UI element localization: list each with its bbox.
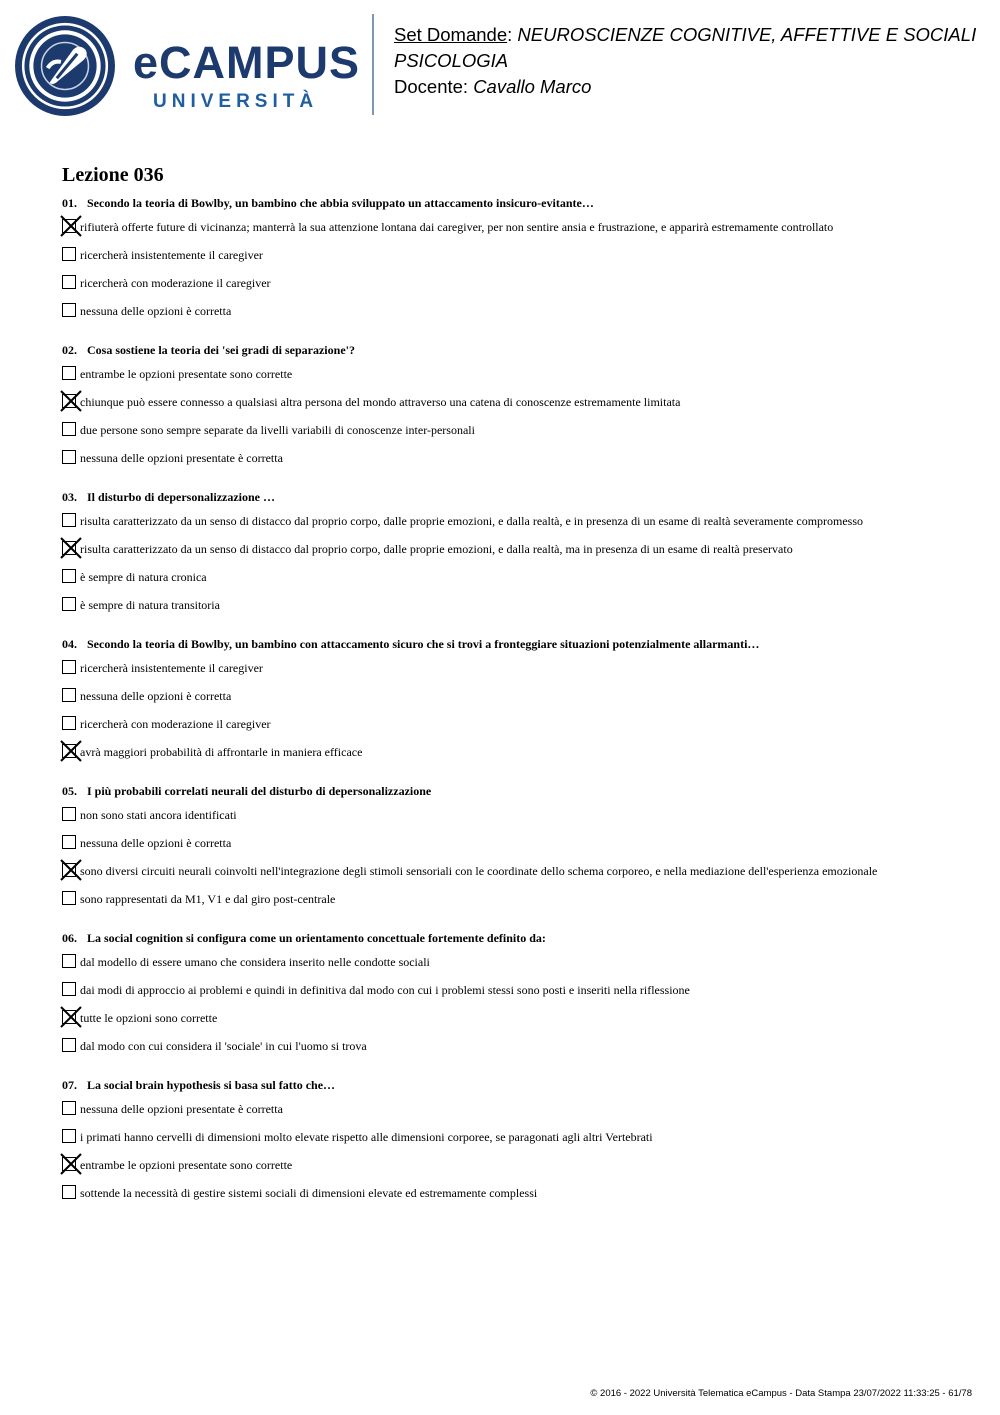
question-text	[62, 783, 987, 799]
question-text	[62, 195, 987, 211]
set-separator: :	[507, 24, 518, 45]
option-text: ricercherà con moderazione il caregiver	[80, 276, 271, 290]
question-label: I più probabili correlati neurali del disturbo di depersonalizzazione	[87, 784, 432, 798]
lesson-title: Lezione 036	[62, 164, 164, 186]
question-text	[62, 1077, 987, 1093]
checkbox[interactable]	[62, 1101, 76, 1115]
option-text: dal modello di essere umano che considera inserito nelle condotte sociali	[80, 955, 430, 969]
question-label: La social brain hypothesis si basa sul fatto che…	[87, 1078, 336, 1092]
answer-option	[62, 419, 987, 447]
course-name: NEUROSCIENZE COGNITIVE, AFFETTIVE E SOCIALI	[517, 24, 977, 45]
checkbox[interactable]	[62, 1185, 76, 1199]
question	[62, 1077, 987, 1210]
answer-option	[62, 804, 987, 832]
option-text: nessuna delle opzioni presentate è corretta	[80, 1102, 283, 1116]
checkbox[interactable]	[62, 954, 76, 968]
option-text: sottende la necessità di gestire sistemi sociali di dimensioni elevate ed estremamente complessi	[80, 1186, 538, 1200]
answer-option	[62, 447, 987, 475]
question-number: 03.	[62, 490, 77, 504]
option-text: ricercherà insistentemente il caregiver	[80, 248, 263, 262]
answer-option	[62, 1035, 987, 1063]
cross-mark-icon	[60, 390, 82, 412]
question-label: La social cognition si configura come un orientamento concettuale fortemente definito da:	[87, 931, 546, 945]
answer-option	[62, 566, 987, 594]
answer-option	[62, 657, 987, 685]
option-text: nessuna delle opzioni è corretta	[80, 304, 232, 318]
option-text: due persone sono sempre separate da livelli variabili di conoscenze inter-personali	[80, 423, 475, 437]
answer-option	[62, 832, 987, 860]
option-text: sono rappresentati da M1, V1 e dal giro post-centrale	[80, 892, 336, 906]
answer-option	[62, 860, 987, 888]
ecampus-seal-icon	[14, 15, 116, 117]
cross-mark-icon	[60, 215, 82, 237]
question-label: Cosa sostiene la teoria dei 'sei gradi di separazione'?	[87, 343, 355, 357]
checkbox[interactable]	[62, 660, 76, 674]
question	[62, 195, 987, 328]
answer-option	[62, 391, 987, 419]
option-text: sono diversi circuiti neurali coinvolti nell'integrazione degli stimoli sensoriali con le coordinate dello schema corporeo, e nella mediazione dell'esperienza emozionale	[80, 864, 878, 878]
option-text: dai modi di approccio ai problemi e quindi in definitiva dal modo con cui i problemi stessi sono posti e inseriti nella riflessione	[80, 983, 690, 997]
checkbox[interactable]	[62, 450, 76, 464]
option-text: nessuna delle opzioni è corretta	[80, 836, 232, 850]
checkbox[interactable]	[62, 688, 76, 702]
answer-option	[62, 713, 987, 741]
checkbox[interactable]	[62, 1038, 76, 1052]
answer-option	[62, 888, 987, 916]
header-divider	[372, 14, 374, 115]
checkbox[interactable]	[62, 807, 76, 821]
option-text: avrà maggiori probabilità di affrontarle in maniera efficace	[80, 745, 363, 759]
checkbox[interactable]	[62, 891, 76, 905]
question-text	[62, 930, 987, 946]
checkbox[interactable]	[62, 716, 76, 730]
question	[62, 342, 987, 475]
question	[62, 930, 987, 1063]
option-text: i primati hanno cervelli di dimensioni molto elevate rispetto alle dimensioni corporee, se paragonati agli altri Vertebrati	[80, 1130, 653, 1144]
answer-option	[62, 979, 987, 1007]
checkbox[interactable]	[62, 835, 76, 849]
question	[62, 783, 987, 916]
set-label: Set Domande	[394, 24, 508, 45]
option-text: dal modo con cui considera il 'sociale' in cui l'uomo si trova	[80, 1039, 367, 1053]
brand-subtitle: UNIVERSITÀ	[153, 91, 319, 112]
question-number: 02.	[62, 343, 77, 357]
question-text	[62, 636, 987, 652]
answer-option	[62, 1126, 987, 1154]
question-number: 01.	[62, 196, 77, 210]
page-footer: © 2016 - 2022 Università Telematica eCampus - Data Stampa 23/07/2022 11:33:25 - 61/78	[590, 1388, 972, 1399]
checkbox[interactable]	[62, 366, 76, 380]
question-text	[62, 489, 987, 505]
question	[62, 489, 987, 622]
question-number: 06.	[62, 931, 77, 945]
question-text	[62, 342, 987, 358]
option-text: tutte le opzioni sono corrette	[80, 1011, 218, 1025]
answer-option	[62, 510, 987, 538]
checkbox[interactable]	[62, 247, 76, 261]
answer-option	[62, 1182, 987, 1210]
answer-option	[62, 300, 987, 328]
cross-mark-icon	[60, 1153, 82, 1175]
question	[62, 636, 987, 769]
question-label: Secondo la teoria di Bowlby, un bambino con attaccamento sicuro che si trovi a fronteggiare situazioni potenzialmente allarmanti…	[87, 637, 760, 651]
cross-mark-icon	[60, 1006, 82, 1028]
checkbox[interactable]	[62, 569, 76, 583]
checkbox[interactable]	[62, 513, 76, 527]
set-line	[394, 22, 994, 48]
question-list	[62, 195, 987, 1210]
checkbox[interactable]	[62, 982, 76, 996]
quiz-content	[62, 162, 987, 1224]
option-text: entrambe le opzioni presentate sono corrette	[80, 1158, 293, 1172]
question-number: 07.	[62, 1078, 77, 1092]
answer-option	[62, 538, 987, 566]
option-text: ricercherà con moderazione il caregiver	[80, 717, 271, 731]
answer-option	[62, 363, 987, 391]
answer-option	[62, 951, 987, 979]
question-number: 04.	[62, 637, 77, 651]
checkbox[interactable]	[62, 275, 76, 289]
checkbox[interactable]	[62, 597, 76, 611]
document-header	[394, 22, 994, 100]
answer-option	[62, 685, 987, 713]
answer-option	[62, 1154, 987, 1182]
checkbox[interactable]	[62, 303, 76, 317]
option-text: nessuna delle opzioni è corretta	[80, 689, 232, 703]
brand-name: eCAMPUS	[133, 37, 361, 88]
option-text: ricercherà insistentemente il caregiver	[80, 661, 263, 675]
option-text: è sempre di natura cronica	[80, 570, 207, 584]
option-text: nessuna delle opzioni presentate è corretta	[80, 451, 283, 465]
option-text: chiunque può essere connesso a qualsiasi altra persona del mondo attraverso una catena di conoscenze estremamente limitata	[80, 395, 681, 409]
course-area: PSICOLOGIA	[394, 50, 509, 71]
option-text: non sono stati ancora identificati	[80, 808, 237, 822]
docente-line	[394, 74, 994, 100]
answer-option	[62, 1098, 987, 1126]
option-text: risulta caratterizzato da un senso di distacco dal proprio corpo, dalle proprie emozioni, e dalla realtà, ma in presenza di un esame di realtà preservato	[80, 542, 793, 556]
answer-option	[62, 216, 987, 244]
question-number: 05.	[62, 784, 77, 798]
cross-mark-icon	[60, 537, 82, 559]
option-text: risulta caratterizzato da un senso di distacco dal proprio corpo, dalle proprie emozioni, e dalla realtà, e in presenza di un esame di realtà severamente compromesso	[80, 514, 864, 528]
answer-option	[62, 594, 987, 622]
option-text: entrambe le opzioni presentate sono corrette	[80, 367, 293, 381]
option-text: è sempre di natura transitoria	[80, 598, 220, 612]
cross-mark-icon	[60, 859, 82, 881]
answer-option	[62, 741, 987, 769]
brand-logotype	[133, 37, 361, 113]
answer-option	[62, 1007, 987, 1035]
docente-name: Cavallo Marco	[473, 76, 592, 97]
checkbox[interactable]	[62, 1129, 76, 1143]
cross-mark-icon	[60, 740, 82, 762]
answer-option	[62, 244, 987, 272]
answer-option	[62, 272, 987, 300]
option-text: rifiuterà offerte future di vicinanza; manterrà la sua attenzione lontana dai caregiver, per non sentire ansia e frustrazione, e apparirà estremamente controllato	[80, 220, 834, 234]
checkbox[interactable]	[62, 422, 76, 436]
question-label: Secondo la teoria di Bowlby, un bambino che abbia sviluppato un attaccamento insicuro-evitante…	[87, 196, 594, 210]
question-label: Il disturbo di depersonalizzazione …	[87, 490, 276, 504]
docente-label: Docente:	[394, 76, 474, 97]
